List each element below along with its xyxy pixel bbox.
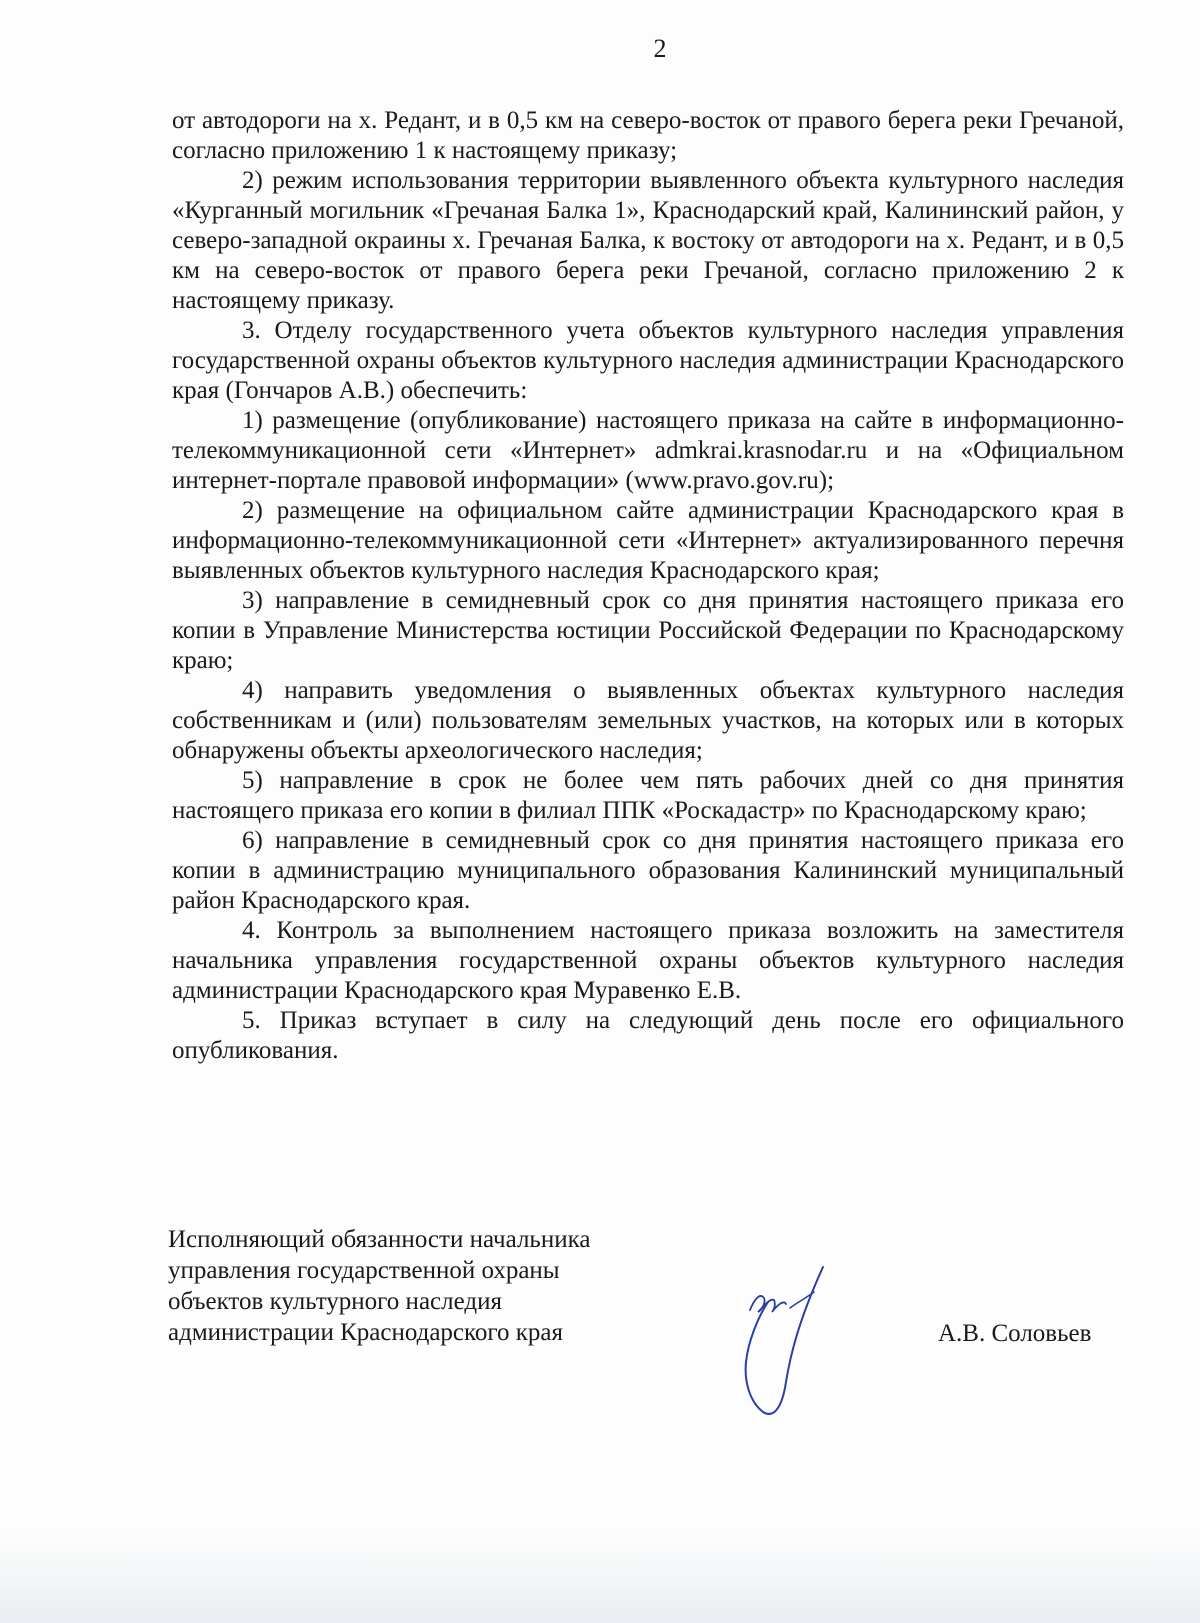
paragraph-item-5: 5. Приказ вступает в силу на следующий день после его официального опубликования.	[172, 1007, 1124, 1064]
signer-position	[168, 1224, 688, 1348]
signer-position-line: объектов культурного наследия	[168, 1288, 502, 1315]
paragraph-item-3: 3. Отделу государственного учета объектов культурного наследия управления государственной охраны объектов культурного наследия администрации Краснодарского края (Гончаров А.В.) обеспечить:	[172, 317, 1124, 404]
signer-name: А.В. Соловьев	[938, 1320, 1092, 1347]
page-number: 2	[653, 34, 667, 63]
paragraph-item-4: 4. Контроль за выполнением настоящего приказа возложить на заместителя начальника управления государственной охраны объектов культурного наследия администрации Краснодарского края Муравенко Е.В.	[172, 917, 1124, 1004]
signer-position-line: администрации Краснодарского края	[168, 1319, 564, 1346]
signer-position-line: Исполняющий обязанности начальника	[168, 1226, 591, 1253]
paragraph-item-3-5: 5) направление в срок не более чем пять рабочих дней со дня принятия настоящего приказа его копии в филиал ППК «Роскадастр» по Краснодарскому краю;	[172, 767, 1124, 824]
paragraph-item-3-1: 1) размещение (опубликование) настоящего приказа на сайте в информационно-телекоммуникационной сети «Интернет» admkrai.krasnodar.ru и на «Официальном интернет-портале правовой информации» (www.pravo.gov.ru);	[172, 407, 1124, 494]
document-body	[172, 106, 1124, 1066]
scan-edge-shading	[0, 1533, 1200, 1623]
paragraph-item-3-4: 4) направить уведомления о выявленных объектах культурного наследия собственникам и (или) пользователям земельных участков, на которых или в которых обнаружены объекты археологического наследия;	[172, 677, 1124, 764]
paragraph-item-3-3: 3) направление в семидневный срок со дня принятия настоящего приказа его копии в Управление Министерства юстиции Российской Федерации по Краснодарскому краю;	[172, 587, 1124, 674]
handwritten-signature	[728, 1262, 838, 1422]
paragraph-usage-regime: 2) режим использования территории выявленного объекта культурного наследия «Курганный могильник «Гречаная Балка 1», Краснодарский край, Калининский район, у северо-западной окраины х. Гречаная Балка, к востоку от автодороги на х. Редант, и в 0,5 км на северо-восток от правого берега реки Гречаной, согласно приложению 2 к настоящему приказу.	[172, 167, 1124, 314]
signer-position-line: управления государственной охраны	[168, 1257, 560, 1284]
paragraph-item-3-6: 6) направление в семидневный срок со дня принятия настоящего приказа его копии в администрацию муниципального образования Калининский муниципальный район Краснодарского края.	[172, 827, 1124, 914]
paragraph-item-3-2: 2) размещение на официальном сайте администрации Краснодарского края в информационно-телекоммуникационной сети «Интернет» актуализированного перечня выявленных объектов культурного наследия Краснодарского края;	[172, 497, 1124, 584]
paragraph-continuation: от автодороги на х. Редант, и в 0,5 км на северо-восток от правого берега реки Гречаной, согласно приложению 1 к настоящему приказу;	[172, 107, 1124, 164]
